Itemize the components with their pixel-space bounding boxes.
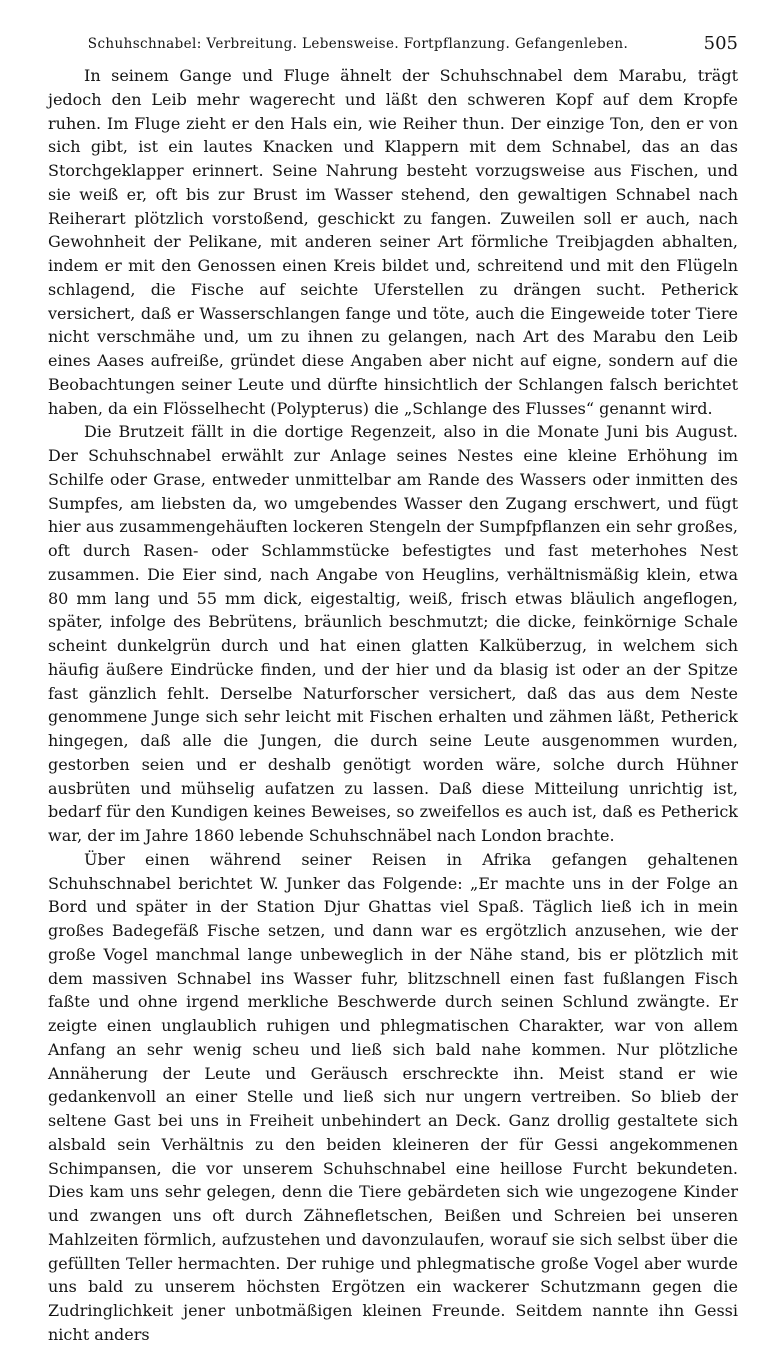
paragraph-breeding: Die Brutzeit fällt in die dortige Regenzeit, also in die Monate Juni bis August. Der Schuhschnabel erwählt zur Anlage seines Nestes eine kleine Erhöhung im Schilfe oder Grase, entweder unmittelbar am Rande des Wassers oder inmitten des Sumpfes, am liebsten da, wo umgebendes Wasser den Zugang erschwert, und fügt hier aus zusammengehäuften lockeren Stengeln der Sumpfpflanzen ein sehr großes, oft durch Rasen- oder Schlammstücke befestigtes und fast meterhohes Nest zusammen. Die Eier sind, nach Angabe von Heuglins, verhältnismäßig klein, etwa 80 mm lang und 55 mm dick, eigestaltig, weiß, frisch etwas bläulich angeflogen, später, infolge des Bebrütens, bräunlich beschmutzt; die dicke, feinkörnige Schale scheint dunkelgrün durch und hat einen glatten Kalküberzug, in welchem sich häufig äußere Eindrücke finden, und der hier und da blasig ist oder an der Spitze fast gänzlich fehlt. Derselbe Naturforscher versichert, daß das aus dem Neste genommene Junge sich sehr leicht mit Fischen erhalten und zähmen läßt, Petherick hingegen, daß alle die Jungen, die durch seine Leute ausgenommen wurden, gestorben seien und er deshalb genötigt worden wäre, solche durch Hühner ausbrüten und mühselig aufatzen zu lassen. Daß diese Mitteilung unrichtig ist, bedarf für den Kundigen keines Beweises, so zweifellos es auch ist, daß es Petherick war, der im Jahre 1860 lebende Schuhschnäbel nach London brachte. [48, 422, 738, 845]
page-number: 505 [703, 33, 738, 54]
running-head: Schuhschnabel: Verbreitung. Lebensweise. Fortpflanzung. Gefangenleben. [87, 36, 629, 52]
paragraph-gait-and-food: In seinem Gange und Fluge ähnelt der Schuhschnabel dem Marabu, trägt jedoch den Leib mehr wagerecht und läßt den schweren Kopf auf dem Kropfe ruhen. Im Fluge zieht er den Hals ein, wie Reiher thun. Der einzige Ton, den er von sich gibt, ist ein lautes Knacken und Klappern mit dem Schnabel, das an das Storchgeklapper erinnert. Seine Nahrung besteht vorzugsweise aus Fischen, und sie weiß er, oft bis zur Brust im Wasser stehend, den gewaltigen Schnabel nach Reiherart plötzlich vorstoßend, geschickt zu fangen. Zuweilen soll er auch, nach Gewohnheit der Pelikane, mit anderen seiner Art förmliche Treibjagden abhalten, indem er mit den Genossen einen Kreis bildet und, schreitend und mit den Flügeln schlagend, die Fische auf seichte Uferstellen zu drängen sucht. Petherick versichert, daß er Wasserschlangen fange und töte, auch die Eingeweide toter Tiere nicht verschmähe und, um zu ihnen zu gelangen, nach Art des Marabu den Leib eines Aases aufreiße, gründet diese Angaben aber nicht auf eigne, sondern auf die Beobachtungen seiner Leute und dürfte hinsichtlich der Schlangen falsch berichtet haben, da ein Flösselhecht (Polypterus) die „Schlange des Flusses“ genannt wird. [48, 66, 738, 418]
body-text [48, 64, 738, 1347]
paragraph-captivity: Über einen während seiner Reisen in Afrika gefangen gehaltenen Schuhschnabel berichtet W. Junker das Folgende: „Er machte uns in der Folge an Bord und später in der Station Djur Ghattas viel Spaß. Täglich ließ ich in mein großes Badegefäß Fische setzen, und dann war es ergötzlich anzusehen, wie der große Vogel manchmal lange unbeweglich in der Nähe stand, bis er plötzlich mit dem massiven Schnabel ins Wasser fuhr, blitzschnell einen fast fußlangen Fisch faßte und ohne irgend merkliche Beschwerde durch seinen Schlund zwängte. Er zeigte einen unglaublich ruhigen und phlegmatischen Charakter, war von allem Anfang an sehr wenig scheu und ließ sich bald nahe kommen. Nur plötzliche Annäherung der Leute und Geräusch erschreckte ihn. Meist stand er wie gedankenvoll an einer Stelle und ließ sich nur ungern vertreiben. So blieb der seltene Gast bei uns in Freiheit unbehindert an Deck. Ganz drollig gestaltete sich alsbald sein Verhältnis zu den beiden kleineren der für Gessi angekommenen Schimpansen, die vor unserem Schuhschnabel eine heillose Furcht bekundeten. Dies kam uns sehr gelegen, denn die Tiere gebärdeten sich wie ungezogene Kinder und zwangen uns oft durch Zähnefletschen, Beißen und Schreien bei unseren Mahlzeiten förmlich, aufzustehen und davonzulaufen, worauf sie sich selbst über die gefüllten Teller hermachten. Der ruhige und phlegmatische große Vogel aber wurde uns bald zu unserem höchsten Ergötzen ein wackerer Schutzmann gegen die Zudringlichkeit jener unbotmäßigen kleinen Freunde. Seitdem nannte ihn Gessi nicht anders [48, 849, 738, 1344]
page-header [48, 33, 738, 58]
